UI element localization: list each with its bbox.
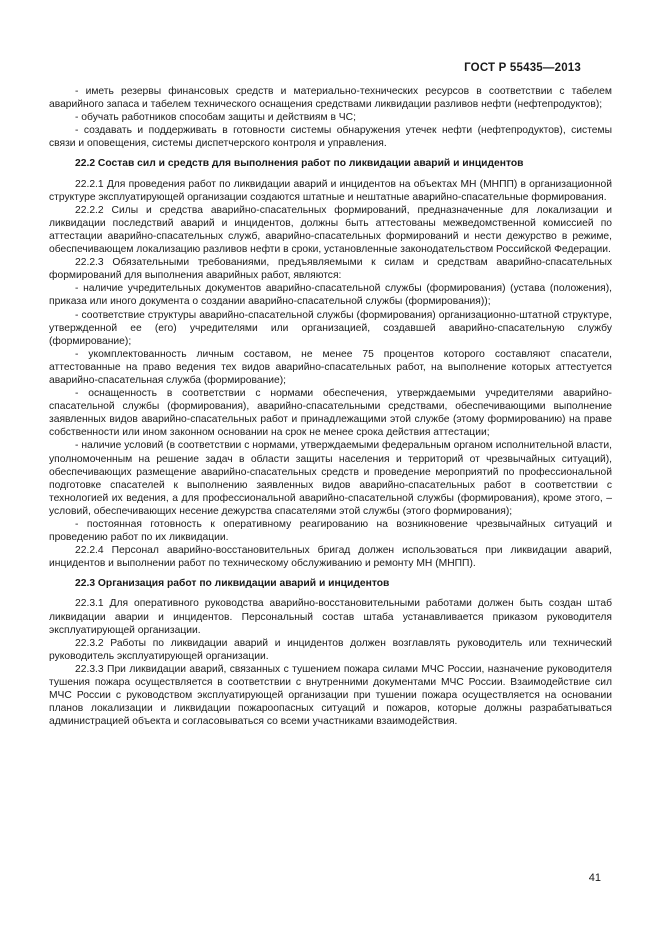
document-body bbox=[49, 85, 612, 728]
paragraph: 22.3.2 Работы по ликвидации аварий и инцидентов должен возглавлять руководитель или технический руководитель эксплуатирующей организации. bbox=[49, 637, 612, 662]
paragraph: 22.3.1 Для оперативного руководства аварийно-восстановительными работами должен быть создан штаб ликвидации аварии и инцидентов. Персональный состав штаба устанавливается приказом руководителя эксплуатирующей организации. bbox=[49, 598, 612, 636]
paragraph: 22.3.3 При ликвидации аварий, связанных с тушением пожара силами МЧС России, назначение руководителя тушения пожара осуществляется в соответствии с внутренними документами МЧС России. Взаимодействие сил МЧС России с руководством эксплуатирующей организации при тушении пожара осуществляется на основании планов локализации и ликвидации пожароопасных ситуаций и пожаров, которые должны разрабатываться администрацией объекта и согласовываться со всеми участниками взаимодействия. bbox=[49, 663, 612, 728]
document-code: ГОСТ Р 55435—2013 bbox=[464, 62, 581, 74]
paragraph: - создавать и поддерживать в готовности системы обнаружения утечек нефти (нефтепродуктов), системы связи и оповещения, системы диспетчерского контроля и управления. bbox=[49, 125, 612, 150]
paragraph: - укомплектованность личным составом, не менее 75 процентов которого составляют спасатели, аттестованные на право ведения тех видов аварийно-спасательных работ, на выполнение которых аттестуется аварийно-спасательная служба (формирование); bbox=[49, 348, 612, 386]
paragraph: - наличие условий (в соответствии с нормами, утверждаемыми федеральным органом исполнительной власти, уполномоченным на решение задач в области защиты населения и территорий от чрезвычайных ситуаций), обеспечивающих размещение аварийно-спасательных средств и проведение мероприятий по профессиональной подготовке спасателей к выполнению заявленных видов аварийно-спасательных работ в соответствии с технологией их ведения, а для профессиональной аварийно-спасательной службы (формирования), кроме этого, – условий, обеспечивающих несение дежурства спасателями этой службы (этого формирования); bbox=[49, 440, 612, 517]
paragraph: - постоянная готовность к оперативному реагированию на возникновение чрезвычайных ситуаций и проведению работ по их ликвидации. bbox=[49, 519, 612, 544]
paragraph: - соответствие структуры аварийно-спасательной службы (формирования) организационно-штатной структуре, утвержденной ее (его) учредителями или организацией, создавшей аварийно-спасательную службу (формирование); bbox=[49, 309, 612, 347]
paragraph: 22.2.4 Персонал аварийно-восстановительных бригад должен использоваться при ликвидации аварий, инцидентов и выполнении работ по техническому обслуживанию и ремонту МН (МНПП). bbox=[49, 545, 612, 570]
section-heading: 22.2 Состав сил и средств для выполнения работ по ликвидации аварий и инцидентов bbox=[75, 158, 524, 170]
paragraph: 22.2.2 Силы и средства аварийно-спасательных формирований, предназначенные для локализации и ликвидации последствий аварий и инцидентов, должны быть аттестованы межведомственной комиссией по аттестации аварийно-спасательных служб, аварийно-спасательных формирований и нести дежурство в режиме, обеспечивающем локализацию разливов нефти в сроки, установленные законодательством Российской Федерации. bbox=[49, 204, 612, 256]
paragraph: - наличие учредительных документов аварийно-спасательной службы (формирования) (устава (положения), приказа или иного документа о создании аварийно-спасательной службы (формирования)); bbox=[49, 283, 612, 308]
paragraph: - оснащенность в соответствии с нормами обеспечения, утверждаемыми учредителями аварийно-спасательной службы (формирования), аварийно-спасательными средствами, обеспечивающими выполнение заявленных видов аварийно-спасательных работ и принадлежащими этой службе (этому формированию) на праве собственности или ином законном основании на срок не менее срока действия аттестации; bbox=[49, 388, 612, 439]
page-number: 41 bbox=[588, 872, 601, 884]
section-heading: 22.3 Организация работ по ликвидации аварий и инцидентов bbox=[75, 578, 390, 590]
paragraph: - обучать работников способам защиты и действиям в ЧС; bbox=[75, 112, 356, 124]
paragraph: 22.2.3 Обязательными требованиями, предъявляемыми к силам и средствам аварийно-спасательных формирований для выполнения аварийных работ, являются: bbox=[49, 257, 612, 282]
paragraph: 22.2.1 Для проведения работ по ликвидации аварий и инцидентов на объектах МН (МНПП) в организационной структуре эксплуатирующей организации создаются штатные и нештатные аварийно-спасательные формирования. bbox=[49, 178, 612, 203]
paragraph: - иметь резервы финансовых средств и материально-технических ресурсов в соответствии с табелем аварийного запаса и табелем технического оснащения средствами ликвидации разливов нефти (нефтепродуктов); bbox=[49, 86, 612, 111]
